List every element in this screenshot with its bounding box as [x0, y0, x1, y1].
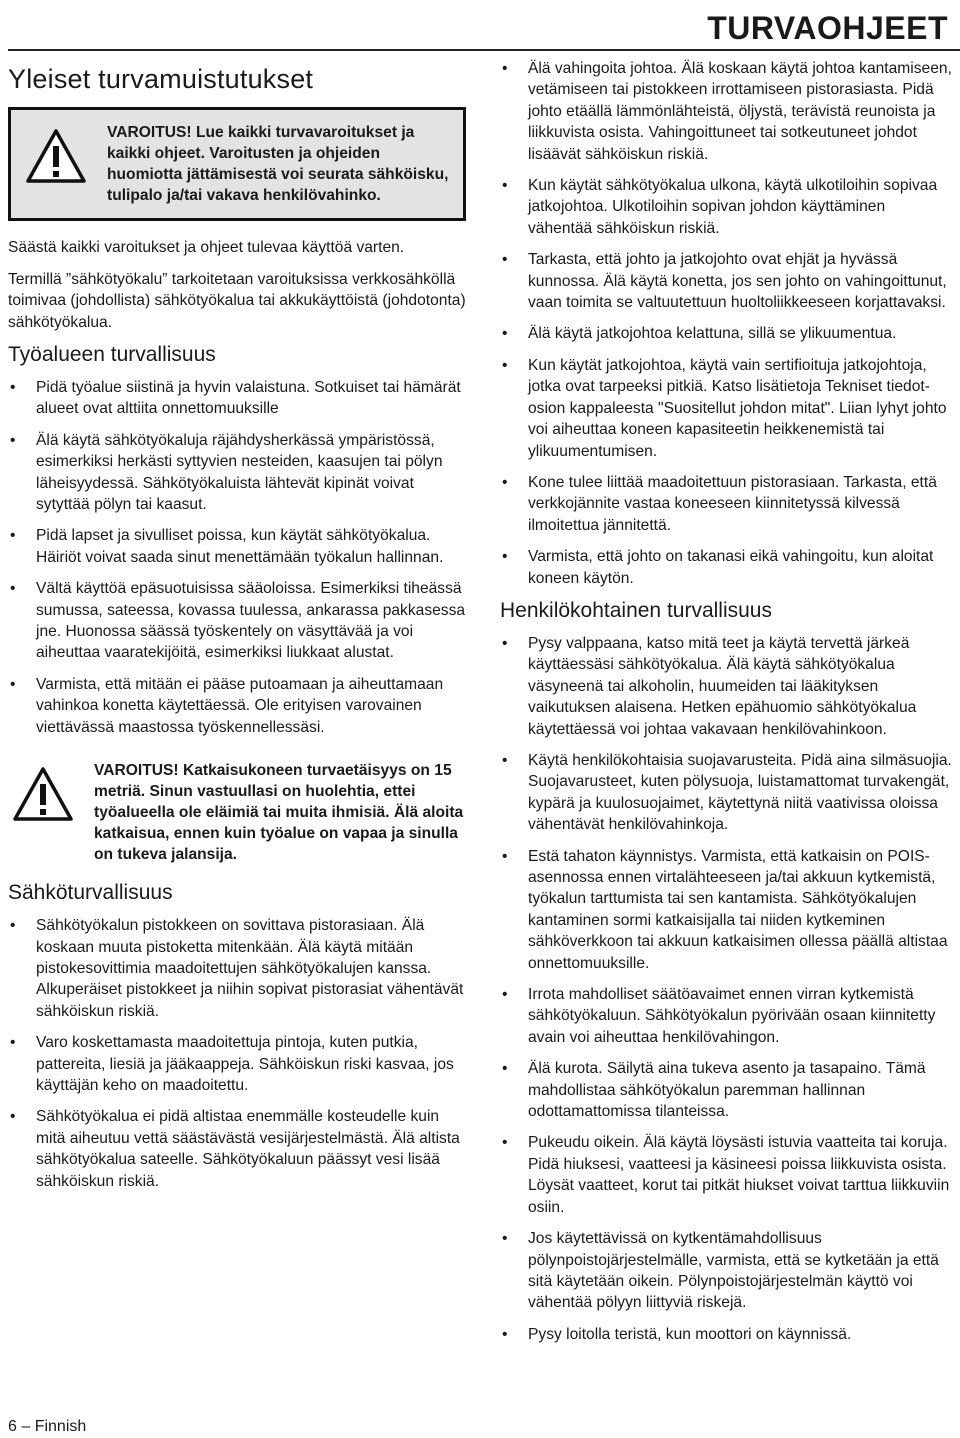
header-title: TURVAOHJEET [707, 10, 948, 46]
warning-text: VAROITUS! Katkaisukoneen turvaetäisyys on 15 metriä. Sinun vastuullasi on huolehtia, ettei työalueella ole eläimiä tai muita ihmisiä. Älä aloita katkaisua, ennen kuin työalue on vapaa ja sinulla on tukeva jalansija. [94, 762, 464, 864]
electrical-list [8, 915, 466, 1192]
intro-paragraph: Säästä kaikki varoitukset ja ohjeet tulevaa käyttöä varten. [8, 239, 405, 256]
list-item: • Älä käytä jatkojohtoa kelattuna, sillä se ylikuumentua. [500, 323, 952, 344]
left-column [8, 58, 466, 1202]
list-item: • Pysy valppaana, katso mitä teet ja käytä tervettä järkeä käyttäessäsi sähkötyökalua. Älä käytä sähkötyökalua väsyneenä tai alkoholin, huumeiden tai lääkityksen vaikutuksen alaisena. Hetken epähuomio sähkötyökalua käytettäessä voi johtaa vakavaan henkilövahinkoon. [500, 633, 952, 740]
right-column [500, 58, 952, 1355]
list-item: • Älä kurota. Säilytä aina tukeva asento ja tasapaino. Tämä mahdollistaa sähkötyökalun paremman hallinnan odottamattomissa tilanteissa. [500, 1058, 952, 1122]
definition-paragraph: Termillä ”sähkötyökalu” tarkoitetaan varoituksissa verkkosähköllä toimivaa (johdollista) sähkötyökalua tai akkukäyttöistä (johdotonta) sähkötyökalua. [8, 270, 466, 331]
page-title: Yleiset turvamuistutukset [8, 64, 314, 94]
warning-notice [8, 756, 466, 865]
list-item: • Varmista, että johto on takanasi eikä vahingoitu, kun aloitat koneen käytön. [500, 546, 952, 589]
warning-box [8, 107, 466, 221]
work-area-list [8, 377, 466, 738]
list-item: • Sähkötyökalua ei pidä altistaa enemmälle kosteudelle kuin mitä aiheutuu vettä säästävästä vesijärjestelmästä. Älä altista sähkötyökalua sateelle. Sähkötyökaluun päässyt vesi lisää sähköiskun riskiä. [8, 1106, 466, 1192]
list-item: • Jos käytettävissä on kytkentämahdollisuus pölynpoistojärjestelmälle, varmista, että se kytketään ja että sitä käytetään oikein. Pölynpoistojärjestelmän käyttö voi vähentää pölyyn liittyviä riskejä. [500, 1228, 952, 1314]
personal-safety-list [500, 633, 952, 1345]
list-item: • Estä tahaton käynnistys. Varmista, että katkaisin on POIS-asennossa ennen virtalähteeseen ja/tai akkuun kytkemistä, työkalun tarttumista tai sen kantamista. Sähkötyökalujen kantaminen sormi katkaisijalla tai niiden kytkeminen sähköverkkoon tai akkuun katkaisimen ollessa päällä altistaa onnettomuuksille. [500, 846, 952, 974]
list-item: • Irrota mahdolliset säätöavaimet ennen virran kytkemistä sähkötyökaluun. Sähkötyökalun pyörivään osaan kiinnitetty avain voi aiheuttaa henkilövahingon. [500, 984, 952, 1048]
list-item: • Käytä henkilökohtaisia suojavarusteita. Pidä aina silmäsuojia. Suojavarusteet, kuten pölysuoja, luistamattomat turvakengät, kypärä ja kuulosuojaimet, käytettynä niitä vaativissa oloissa vähentävät henkilövahinkoja. [500, 750, 952, 836]
section-heading-work-area: Työalueen turvallisuus [8, 343, 216, 366]
section-heading-personal: Henkilökohtainen turvallisuus [500, 598, 772, 622]
list-item: • Sähkötyökalun pistokkeen on sovittava pistorasiaan. Älä koskaan muuta pistoketta mitenkään. Älä käytä mitään pistokesovittimia maadoitettujen sähkötyökalujen kanssa. Alkuperäiset pistokkeet ja niihin sopivat pistorasiat vähentävät sähköiskun riskiä. [8, 915, 466, 1022]
list-item: • Varo koskettamasta maadoitettuja pintoja, kuten putkia, pattereita, liesiä ja jääkaappeja. Sähköiskun riski kasvaa, jos käyttäjän keho on maadoitettu. [8, 1032, 466, 1096]
warning-triangle-icon [25, 122, 91, 206]
list-item: • Pukeudu oikein. Älä käytä löysästi istuvia vaatteita tai koruja. Pidä hiuksesi, vaatteesi ja käsineesi poissa liikkuvista osista. Löysät vaatteet, korut tai pitkät hiukset voivat tarttua liikkuviin osiin. [500, 1132, 952, 1218]
warning-text: VAROITUS! Lue kaikki turvavaroitukset ja kaikki ohjeet. Varoitusten ja ohjeiden huomiotta jättämisestä voi seurata sähköisku, tulipalo ja/tai vakava henkilövahinko. [107, 124, 449, 204]
warning-triangle-icon [12, 760, 78, 865]
page-header [707, 10, 948, 50]
electrical-list-continued [500, 58, 952, 589]
list-item: • Pysy loitolla teristä, kun moottori on käynnissä. [500, 1324, 952, 1345]
list-item: • Kun käytät jatkojohtoa, käytä vain sertifioituja jatkojohtoja, jotka ovat tarpeeksi pitkiä. Katso lisätietoja Tekniset tiedot-osion kappaleesta "Suositellut johdon mitat". Liian lyhyt johto voi aiheuttaa koneen kapasiteetin heikkenemistä tai ylikuumentumisen. [500, 355, 952, 462]
list-item: • Älä vahingoita johtoa. Älä koskaan käytä johtoa kantamiseen, vetämiseen tai pistokkeen irrottamiseen pistorasiasta. Pidä johto etäällä lämmönlähteistä, öljystä, terävistä reunoista ja liikkuvista osista. Vahingoittuneet tai sotkeutuneet johdot lisäävät sähköiskun riskiä. [500, 58, 952, 165]
page-footer: 6 – Finnish [8, 1418, 87, 1435]
list-item: • Varmista, että mitään ei pääse putoamaan ja aiheuttamaan vahinkoa konetta käytettäessä. Ole erityisen varovainen viettävässä maastossa työskennellessäsi. [8, 674, 466, 738]
list-item: • Pidä lapset ja sivulliset poissa, kun käytät sähkötyökalua. Häiriöt voivat saada sinut menettämään työkalun hallinnan. [8, 525, 466, 568]
list-item: • Kone tulee liittää maadoitettuun pistorasiaan. Tarkasta, että verkkojännite vastaa koneeseen kiinnitetyssä kilvessä ilmoitettua jännitettä. [500, 472, 952, 536]
list-item: • Vältä käyttöä epäsuotuisissa sääoloissa. Esimerkiksi tiheässä sumussa, sateessa, kovassa tuulessa, ankarassa pakkasessa jne. Huonossa säässä työskentely on väsyttävää ja voi aiheuttaa vaaratekijöitä, esimerkiksi liukkaat alustat. [8, 578, 466, 664]
list-item: • Pidä työalue siistinä ja hyvin valaistuna. Sotkuiset tai hämärät alueet ovat alttiita onnettomuuksille [8, 377, 466, 420]
header-rule [8, 49, 960, 51]
list-item: • Tarkasta, että johto ja jatkojohto ovat ehjät ja hyvässä kunnossa. Älä käytä konetta, jos sen johto on vahingoittunut, vaan toimita se valtuutettuun huoltoliikkeeseen korjattavaksi. [500, 249, 952, 313]
list-item: • Kun käytät sähkötyökalua ulkona, käytä ulkotiloihin sopivaa jatkojohtoa. Ulkotiloihin sopivan johdon käyttäminen vähentää sähköiskun riskiä. [500, 175, 952, 239]
section-heading-electrical: Sähköturvallisuus [8, 881, 173, 905]
list-item: • Älä käytä sähkötyökaluja räjähdysherkässä ympäristössä, esimerkiksi herkästi syttyvien nesteiden, kaasujen tai pölyn läheisyydessä. Sähkötyökaluista lähtevät kipinät voivat sytyttää pölyn tai kaasut. [8, 430, 466, 516]
